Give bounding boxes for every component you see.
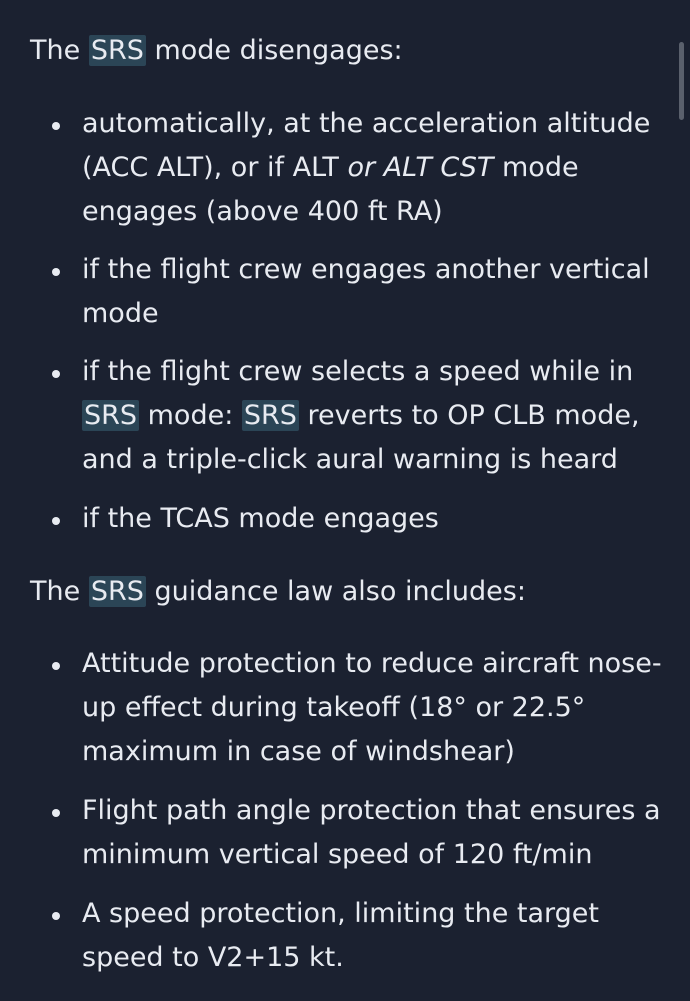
text: mode [82,298,159,329]
bullet-dot-icon [52,122,60,130]
list-item-text [82,497,439,541]
list-item-text [82,438,618,482]
srs-highlight: SRS [243,400,297,431]
bullet-dot-icon [52,662,60,670]
srs-highlight: SRS [90,576,144,607]
srs-highlight: SRS [84,400,138,431]
bullet-dot-icon [52,370,60,378]
italic-text: or ALT CST [347,152,494,183]
list-item-text [82,190,443,234]
text: reverts to OP CLB mode, [298,400,640,431]
intro-text: mode disengages: [145,35,403,66]
list-item-text [82,833,592,877]
bullet-dot-icon [52,912,60,920]
text: and a triple-click aural warning is heard [82,444,618,475]
list-item-text [82,146,579,190]
text: if the flight crew engages another vertical [82,254,650,285]
list-item-text [82,789,661,833]
srs-highlight: SRS [90,35,144,66]
list-item-text [82,102,650,146]
text: Flight path angle protection that ensures a [82,795,661,826]
list-item-text [82,686,585,730]
list-item-text [82,394,640,438]
text: up effect during takeoff (18° or 22.5° [82,692,586,723]
srs-guidance-intro [30,570,526,614]
bullet-dot-icon [52,268,60,276]
text: speed to V2+15 kt. [82,942,344,973]
bullet-dot-icon [52,809,60,817]
text: Attitude protection to reduce aircraft nose- [82,648,662,679]
text: maximum in case of windshear) [82,736,515,767]
text: if the flight crew selects a speed while in [82,356,634,387]
text: if the TCAS mode engages [82,503,439,534]
list-item-text [82,292,159,336]
bullet-dot-icon [52,517,60,525]
intro-text: guidance law also includes: [145,576,526,607]
text: mode: [139,400,242,431]
list-item-text [82,350,633,394]
text: minimum vertical speed of 120 ft/min [82,839,593,870]
list-item-text [82,892,599,936]
text: engages (above 400 ft RA) [82,196,443,227]
list-item-text [82,248,650,292]
text: (ACC ALT), or if ALT [82,152,348,183]
list-item-text [82,642,662,686]
intro-text: The [30,35,89,66]
intro-text: The [30,576,89,607]
list-item-text [82,730,515,774]
list-item-text [82,936,344,980]
srs-disengage-intro [30,29,403,73]
text: A speed protection, limiting the target [82,898,600,929]
text: automatically, at the acceleration altitude [82,108,651,139]
scrollbar-thumb[interactable] [679,42,684,120]
text: mode [493,152,579,183]
